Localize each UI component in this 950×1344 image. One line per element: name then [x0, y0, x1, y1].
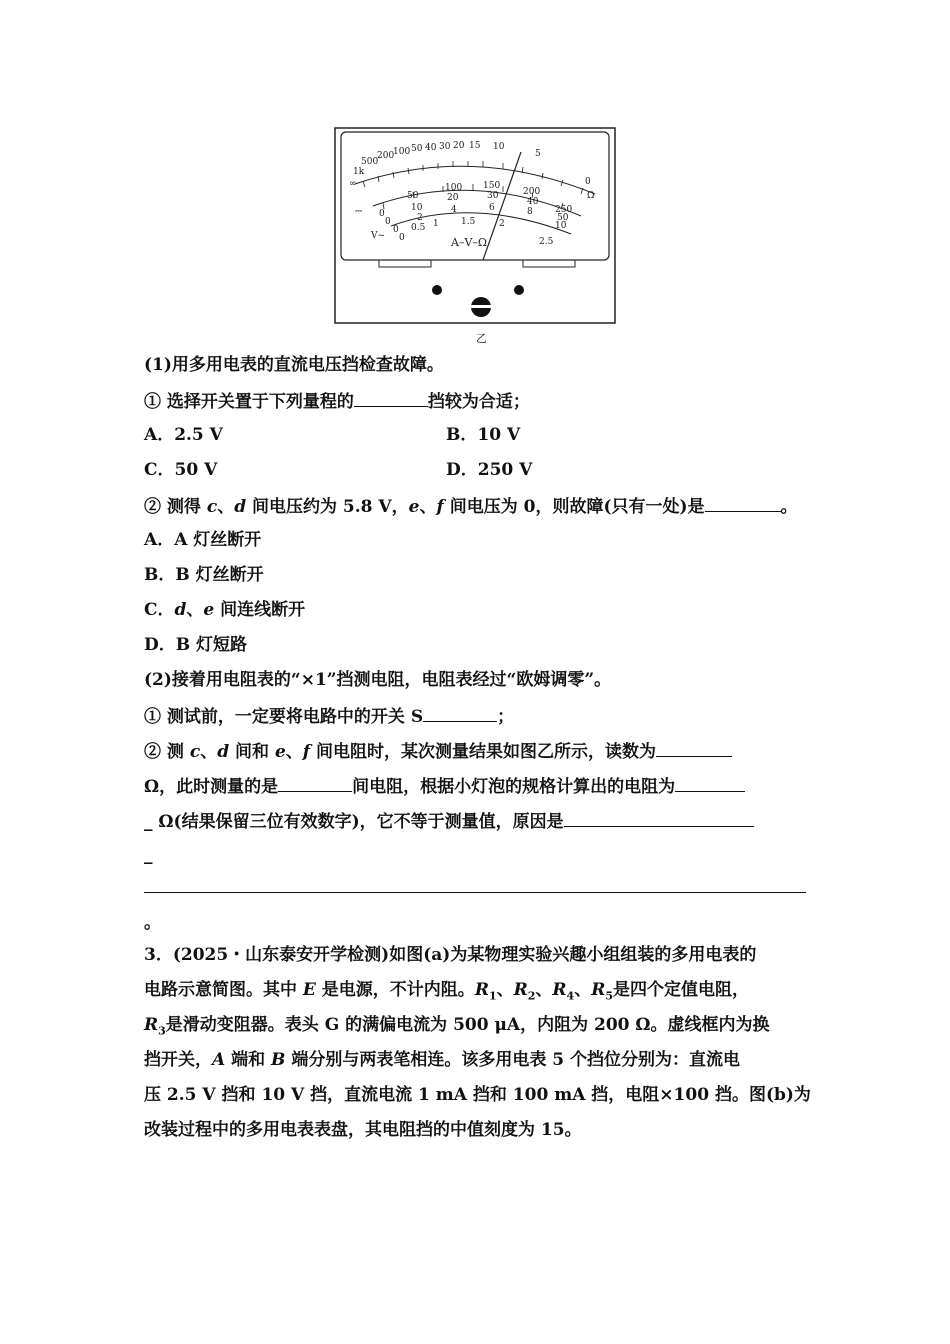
var-c: c	[206, 497, 218, 517]
dc-tick-label: 0	[379, 209, 385, 219]
text: 是四个定值电阻，	[613, 980, 749, 1000]
answer-blank[interactable]	[278, 774, 352, 792]
ohm-tick-label: 20	[453, 141, 465, 151]
text: 、	[200, 742, 218, 762]
v-tick-label: 2.5	[539, 237, 554, 247]
knob-slot	[471, 305, 491, 308]
var-E: E	[302, 980, 316, 1000]
option-a: A．2.5 V	[144, 425, 223, 445]
dc-low-tick-label: 8	[527, 207, 533, 217]
q3-line6: 改装过程中的多用电表表盘，其电阻挡的中值刻度为 15。	[144, 1120, 582, 1140]
text: 、	[186, 600, 204, 620]
text: ② 测得	[144, 497, 207, 517]
text: 、	[496, 980, 514, 1000]
multimeter-dial	[333, 126, 617, 348]
dc-symbol: ⎓	[355, 207, 363, 217]
answer-blank[interactable]	[354, 389, 428, 407]
dc-mid-tick-label: 10	[411, 203, 423, 213]
dc-mid-tick-label: 30	[487, 191, 499, 201]
text: 挡开关，	[144, 1050, 212, 1070]
terminal-left	[432, 285, 442, 295]
q3-line5: 压 2.5 V 挡和 10 V 挡，直流电流 1 mA 挡和 100 mA 挡，电阻×100 挡。图(b)为	[144, 1085, 811, 1105]
option-c: C．50 V	[144, 460, 218, 480]
infinity-symbol: ∞	[349, 179, 357, 189]
multimeter-figure	[333, 126, 617, 348]
var-e: e	[408, 497, 420, 517]
text: 、	[535, 980, 553, 1000]
answer-blank[interactable]	[423, 704, 497, 722]
dc-mid-tick-label: 40	[527, 197, 539, 207]
answer-blank[interactable]	[564, 809, 754, 827]
var-d: d	[217, 742, 230, 762]
fault-option-b: B．B 灯丝断开	[144, 565, 264, 585]
ohm-tick-label: 100	[393, 147, 411, 157]
text: 电路示意简图。其中	[144, 980, 303, 1000]
v-tick-label: 2	[499, 219, 505, 229]
text: _ Ω(结果保留三位有效数字)，它不等于测量值，原因是	[144, 812, 564, 832]
var-R: R	[552, 980, 567, 1000]
sub: 5	[605, 989, 613, 1003]
var-B: B	[271, 1050, 286, 1070]
bracket-right	[523, 260, 575, 267]
var-d: d	[234, 497, 247, 517]
sub: 3	[158, 1024, 166, 1038]
ohm-tick-label: 40	[425, 143, 437, 153]
dc-low-tick-label: 2	[417, 213, 423, 223]
fault-option-a: A．A 灯丝断开	[144, 530, 262, 550]
var-c: c	[189, 742, 201, 762]
answer-blank[interactable]	[656, 739, 732, 757]
sub: 1	[488, 989, 497, 1003]
part2-sub2-line3	[144, 809, 754, 833]
ohm-tick-label: 5	[535, 149, 541, 159]
sub: 2	[527, 989, 536, 1003]
text: 端分别与两表笔相连。该多用电表 5 个挡位分别为：直流电	[285, 1050, 741, 1070]
sub: 4	[566, 989, 575, 1003]
text: Ω，此时测量的是	[144, 777, 279, 797]
dc-mid-tick-label: 20	[447, 193, 459, 203]
text: 是电源，不计内阻。	[315, 980, 475, 1000]
part2-sub1	[144, 704, 514, 728]
text: 间电阻，根据小灯泡的规格计算出的电阻为	[352, 777, 676, 797]
dc-tick-label: 200	[523, 187, 541, 197]
text: ② 测	[144, 742, 190, 762]
ohm-symbol: Ω	[587, 191, 595, 201]
dc-arc	[373, 190, 581, 216]
text: 间和	[229, 742, 275, 762]
v-tick-label: 0	[399, 233, 405, 243]
var-e: e	[203, 600, 215, 620]
dc-tick-label: 50	[407, 191, 419, 201]
var-A: A	[212, 1050, 226, 1070]
text: 间电压为 0，则故障(只有一处)是	[443, 497, 705, 517]
text: 、	[217, 497, 235, 517]
v-symbol: V~	[371, 231, 386, 241]
option-d: D．250 V	[446, 460, 533, 480]
option-b: B．10 V	[446, 425, 521, 445]
ohm-tick-label: 30	[439, 142, 451, 152]
dc-tick-label: 150	[483, 181, 501, 191]
answer-line[interactable]	[144, 892, 806, 893]
part2-end: 。	[144, 913, 161, 933]
part1-heading: (1)用多用电表的直流电压挡检查故障。	[144, 355, 444, 375]
ohm-tick-label: 15	[469, 141, 481, 151]
dc-mid-tick-label: 50	[557, 213, 569, 223]
q3-line1: 3．(2025・山东泰安开学检测)如图(a)为某物理实验兴趣小组组装的多用电表的	[144, 945, 757, 965]
figure-caption: 乙	[476, 332, 487, 345]
text: 、	[419, 497, 437, 517]
text: 间电压约为 5.8 V，	[246, 497, 409, 517]
v-tick-label: 1	[433, 219, 439, 229]
part2-sub2-line1	[144, 739, 732, 763]
ohm-tick-label: 10	[493, 142, 505, 152]
part1-sub1	[144, 389, 530, 413]
q3-line4	[144, 1049, 740, 1071]
text: 间连线断开	[214, 600, 306, 620]
var-R: R	[144, 1015, 159, 1035]
answer-blank[interactable]	[675, 774, 745, 792]
var-R: R	[474, 980, 489, 1000]
part2-sub2-line4: _	[144, 845, 153, 865]
part1-sub2	[144, 494, 798, 518]
text: ① 测试前，一定要将电路中的开关 S	[144, 707, 424, 727]
ohm-tick-label: 0	[585, 177, 591, 187]
dc-mid-tick-label: 0	[385, 217, 391, 227]
text: 端和	[225, 1050, 272, 1070]
fault-option-d: D．B 灯短路	[144, 635, 248, 655]
dc-tick-label: 100	[445, 183, 463, 193]
ohm-arc	[355, 166, 595, 194]
ohm-tick-label: 50	[411, 144, 423, 154]
dc-low-tick-label: 4	[451, 205, 457, 215]
var-d: d	[174, 600, 187, 620]
text: 、	[285, 742, 303, 762]
text: 。	[780, 497, 798, 517]
v-tick-label: 0.5	[411, 223, 426, 233]
var-R: R	[513, 980, 528, 1000]
part2-sub2-line2	[144, 774, 745, 798]
dial-label: A–V–Ω	[451, 236, 488, 249]
text: 是滑动变阻器。表头 G 的满偏电流为 500 μA，内阻为 200 Ω。虚线框内为换	[165, 1015, 770, 1035]
var-f: f	[436, 497, 444, 517]
q3-line2	[144, 979, 749, 1007]
text: 挡较为合适；	[427, 392, 530, 412]
ohm-tick-label: 500	[361, 157, 379, 167]
var-R: R	[591, 980, 606, 1000]
var-e: e	[274, 742, 286, 762]
var-f: f	[302, 742, 311, 762]
ohm-tick-label: 200	[377, 151, 395, 161]
text: C．	[144, 600, 175, 620]
fault-option-c	[144, 599, 305, 621]
q3-line3	[144, 1014, 770, 1042]
text: 、	[574, 980, 592, 1000]
text: ① 选择开关置于下列量程的	[144, 392, 354, 412]
text: 间电阻时，某次测量结果如图乙所示，读数为	[310, 742, 657, 762]
ohm-tick-label: 1k	[353, 167, 365, 177]
terminal-right	[514, 285, 524, 295]
dc-low-tick-label: 10	[555, 221, 567, 231]
dc-low-tick-label: 6	[489, 203, 495, 213]
text: ；	[497, 707, 515, 727]
dc-low-tick-label: 0	[393, 225, 399, 235]
bracket-left	[379, 260, 431, 267]
answer-blank[interactable]	[705, 494, 781, 512]
part2-heading: (2)接着用电阻表的“×1”挡测电阻，电阻表经过“欧姆调零”。	[144, 670, 612, 690]
v-tick-label: 1.5	[461, 217, 476, 227]
dc-tick-label: 250	[555, 205, 573, 215]
